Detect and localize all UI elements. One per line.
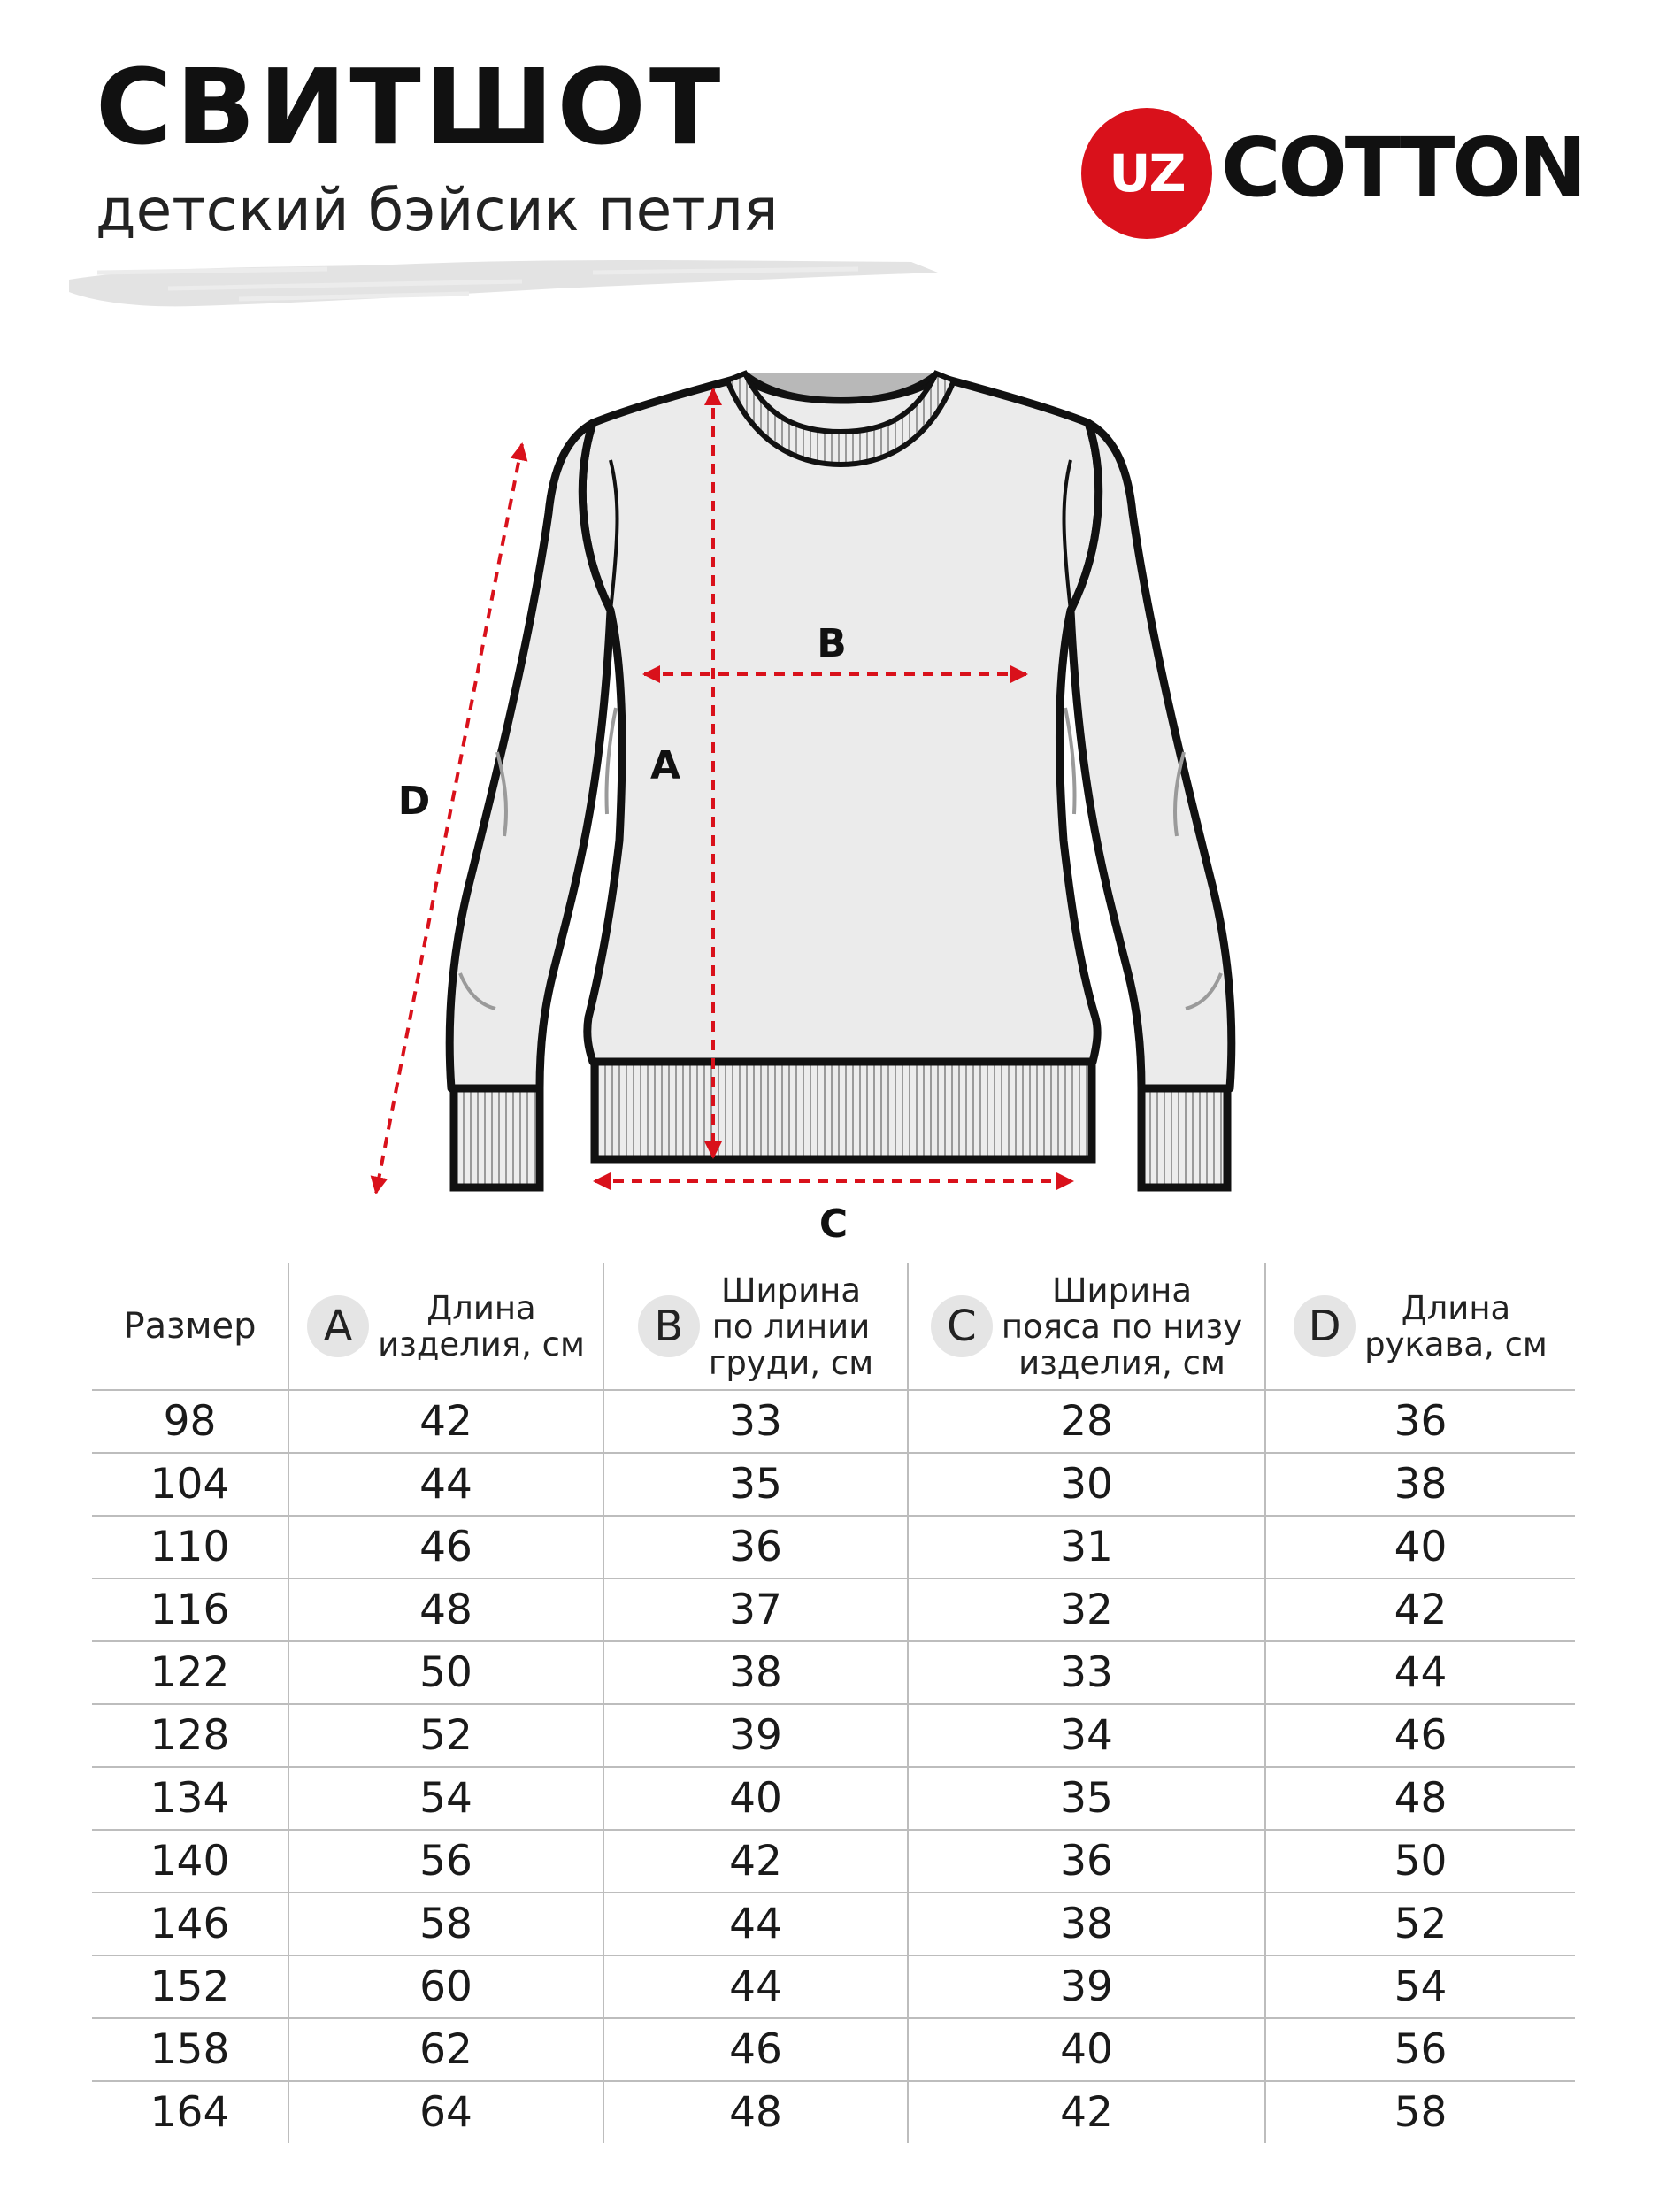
page-subtitle: детский бэйсик петля: [96, 176, 779, 244]
value-cell-d: 42: [1265, 1578, 1575, 1641]
value-cell-c: 34: [908, 1704, 1265, 1767]
size-cell: 104: [92, 1453, 288, 1516]
value-cell-a: 42: [288, 1390, 603, 1453]
letter-badge-a: A: [307, 1295, 369, 1357]
dimension-c-label: C: [818, 1202, 849, 1247]
size-column-header: Размер: [92, 1263, 288, 1390]
value-cell-c: 30: [908, 1453, 1265, 1516]
table-row: [92, 1830, 1575, 1893]
value-cell-a: 56: [288, 1830, 603, 1893]
value-cell-b: 36: [603, 1516, 908, 1578]
brand-logo: [1081, 108, 1612, 241]
size-cell: 158: [92, 2018, 288, 2081]
logo-badge: UZ: [1081, 108, 1212, 239]
value-cell-b: 40: [603, 1767, 908, 1830]
table-row: [92, 1893, 1575, 1955]
size-cell: 98: [92, 1390, 288, 1453]
value-cell-d: 58: [1265, 2081, 1575, 2143]
table-row: [92, 1516, 1575, 1578]
dimension-d-label: D: [397, 779, 431, 824]
value-cell-d: 40: [1265, 1516, 1575, 1578]
value-cell-c: 31: [908, 1516, 1265, 1578]
value-cell-a: 64: [288, 2081, 603, 2143]
left-sleeve: [449, 423, 611, 1088]
table-row: [92, 1955, 1575, 2018]
table-row: [92, 1578, 1575, 1641]
column-title-c: Ширина пояса по низу изделия, см: [1001, 1271, 1243, 1382]
column-title-b: Ширина по линии груди, см: [708, 1271, 874, 1382]
table-row: [92, 2081, 1575, 2143]
value-cell-d: 36: [1265, 1390, 1575, 1453]
value-cell-c: 28: [908, 1390, 1265, 1453]
value-cell-b: 44: [603, 1955, 908, 2018]
letter-badge-b: B: [638, 1295, 700, 1357]
logo-wordmark: COTTON: [1221, 120, 1585, 215]
value-cell-a: 50: [288, 1641, 603, 1704]
value-cell-b: 37: [603, 1578, 908, 1641]
value-cell-a: 58: [288, 1893, 603, 1955]
size-cell: 152: [92, 1955, 288, 2018]
page-title: СВИТШОТ: [96, 46, 725, 168]
value-cell-a: 54: [288, 1767, 603, 1830]
value-cell-b: 44: [603, 1893, 908, 1955]
column-header-b: [603, 1263, 908, 1390]
waistband: [595, 1062, 1092, 1159]
value-cell-a: 60: [288, 1955, 603, 2018]
value-cell-c: 42: [908, 2081, 1265, 2143]
column-header-a: [288, 1263, 603, 1390]
value-cell-d: 52: [1265, 1893, 1575, 1955]
size-cell: 164: [150, 2088, 230, 2137]
sweatshirt-icon: [449, 373, 1232, 1187]
value-cell-c: 38: [908, 1893, 1265, 1955]
value-cell-d: 50: [1265, 1830, 1575, 1893]
column-header-d: [1265, 1263, 1575, 1390]
value-cell-a: 46: [288, 1516, 603, 1578]
table-row: [92, 2018, 1575, 2081]
value-cell-b: 38: [603, 1641, 908, 1704]
value-cell-a: 52: [288, 1704, 603, 1767]
table-row: [92, 1390, 1575, 1453]
size-cell: 140: [92, 1830, 288, 1893]
value-cell-d: 38: [1265, 1453, 1575, 1516]
left-cuff: [454, 1088, 540, 1187]
value-cell-b: 46: [603, 2018, 908, 2081]
value-cell-d: 46: [1265, 1704, 1575, 1767]
size-cell: 110: [92, 1516, 288, 1578]
value-cell-b: 39: [603, 1704, 908, 1767]
value-cell-d: 56: [1265, 2018, 1575, 2081]
size-cell: 134: [92, 1767, 288, 1830]
table-header-row: [92, 1263, 1575, 1390]
size-cell: 122: [92, 1641, 288, 1704]
sweatshirt-diagram: [0, 336, 1659, 1256]
value-cell-c: 40: [908, 2018, 1265, 2081]
size-cell: 116: [92, 1578, 288, 1641]
value-cell-d: 48: [1265, 1767, 1575, 1830]
value-cell-b: 33: [603, 1390, 908, 1453]
value-cell-b: 42: [603, 1830, 908, 1893]
column-title-d: Длина рукава, см: [1364, 1289, 1548, 1363]
value-cell-c: 39: [908, 1955, 1265, 2018]
size-table: [92, 1263, 1575, 2143]
table-row: [92, 1453, 1575, 1516]
value-cell-c: 35: [908, 1767, 1265, 1830]
value-cell-c: 33: [908, 1641, 1265, 1704]
value-cell-c: 36: [908, 1830, 1265, 1893]
right-sleeve: [1071, 423, 1232, 1088]
dimension-a-label: A: [649, 743, 681, 788]
letter-badge-c: C: [931, 1295, 993, 1357]
value-cell-a: 62: [288, 2018, 603, 2081]
value-cell-d: 54: [1265, 1955, 1575, 2018]
sweatshirt-body: [582, 377, 1098, 1062]
size-cell: 128: [92, 1704, 288, 1767]
column-title-a: Длина изделия, см: [378, 1289, 585, 1363]
brush-stroke-decoration: [62, 237, 947, 317]
table-row: [92, 1767, 1575, 1830]
right-cuff: [1141, 1088, 1227, 1187]
value-cell-a: 44: [288, 1453, 603, 1516]
value-cell-a: 48: [288, 1578, 603, 1641]
value-cell-d: 44: [1265, 1641, 1575, 1704]
value-cell-b: 35: [603, 1453, 908, 1516]
table-row: [92, 1641, 1575, 1704]
value-cell-c: 32: [908, 1578, 1265, 1641]
letter-badge-d: D: [1294, 1295, 1356, 1357]
size-cell: 146: [92, 1893, 288, 1955]
value-cell-b: 48: [603, 2081, 908, 2143]
table-row: [92, 1704, 1575, 1767]
column-header-c: [908, 1263, 1265, 1390]
dimension-b-label: B: [817, 621, 847, 666]
